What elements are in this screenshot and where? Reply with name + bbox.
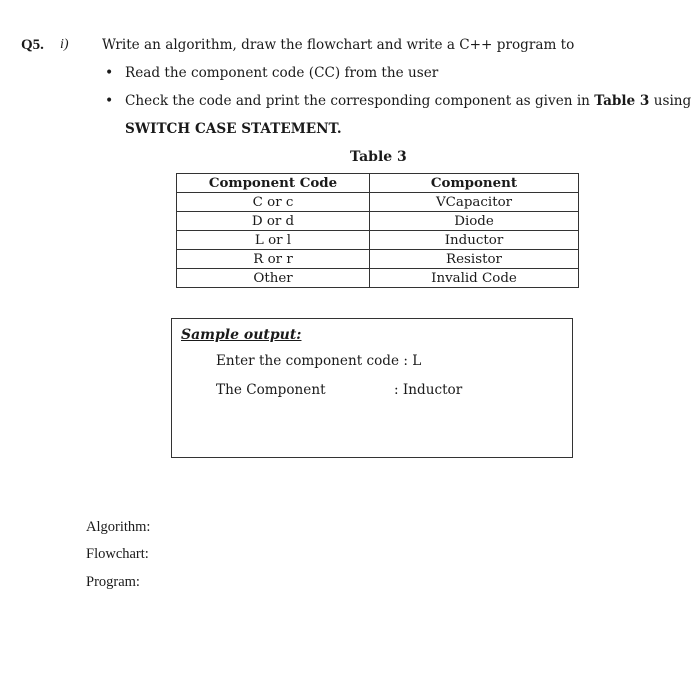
header-component-code: Component Code bbox=[177, 174, 370, 193]
bullet-dot-icon: • bbox=[105, 93, 114, 109]
bullet-continuation: SWITCH CASE STATEMENT. bbox=[125, 121, 342, 137]
table-row bbox=[177, 250, 579, 269]
question-task: Write an algorithm, draw the flowchart and write a C++ program to bbox=[102, 37, 575, 53]
sample-result-label: The Component bbox=[216, 382, 326, 398]
bullet-read-code bbox=[105, 65, 439, 81]
component-table bbox=[176, 173, 579, 288]
header-component: Component bbox=[370, 174, 579, 193]
flowchart-label: Flowchart: bbox=[86, 546, 149, 562]
program-label: Program: bbox=[86, 574, 140, 590]
table-row bbox=[177, 212, 579, 231]
cell-code: D or d bbox=[177, 212, 370, 231]
question-subpart: i) bbox=[60, 37, 69, 52]
sample-result-value: : Inductor bbox=[394, 382, 463, 398]
table-header-row bbox=[177, 174, 579, 193]
cell-code: C or c bbox=[177, 193, 370, 212]
algorithm-label: Algorithm: bbox=[86, 519, 151, 535]
sample-output-box bbox=[171, 318, 573, 458]
cell-component: Resistor bbox=[370, 250, 579, 269]
bullet-text: Read the component code (CC) from the user bbox=[125, 65, 439, 81]
table-row bbox=[177, 269, 579, 288]
table-row bbox=[177, 193, 579, 212]
cell-code: L or l bbox=[177, 231, 370, 250]
table-caption: Table 3 bbox=[350, 149, 407, 165]
cell-code: R or r bbox=[177, 250, 370, 269]
question-number: Q5. bbox=[21, 37, 44, 53]
bullet-check-code bbox=[105, 93, 691, 109]
bullet-table-ref: Table 3 bbox=[594, 93, 650, 109]
table-row bbox=[177, 231, 579, 250]
bullet-text-post: using bbox=[649, 93, 691, 109]
sample-prompt-line: Enter the component code : L bbox=[216, 353, 422, 369]
bullet-text-pre: Check the code and print the corresponding component as given in bbox=[125, 93, 595, 109]
sample-output-title: Sample output: bbox=[181, 327, 302, 343]
cell-component: VCapacitor bbox=[370, 193, 579, 212]
cell-component: Diode bbox=[370, 212, 579, 231]
cell-code: Other bbox=[177, 269, 370, 288]
cell-component: Invalid Code bbox=[370, 269, 579, 288]
cell-component: Inductor bbox=[370, 231, 579, 250]
bullet-dot-icon: • bbox=[105, 65, 114, 81]
